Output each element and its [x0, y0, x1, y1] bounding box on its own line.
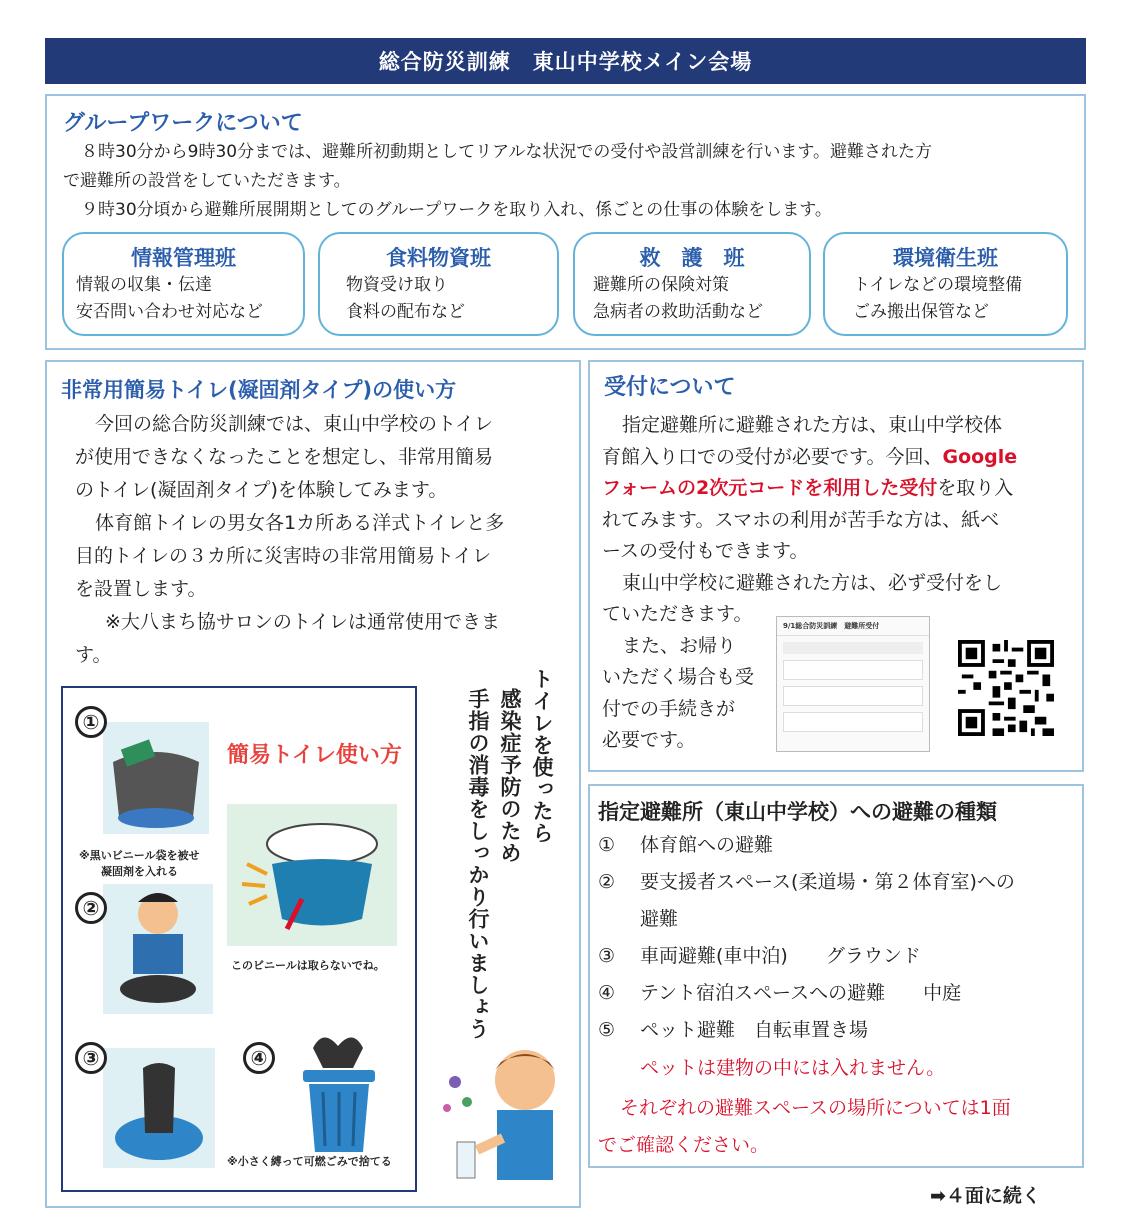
team-duty: ごみ搬出保管など	[853, 302, 989, 322]
team-card-info	[62, 232, 305, 336]
team-duty: 避難所の保険対策	[593, 275, 729, 295]
team-name: 情報管理班	[131, 246, 236, 270]
illustration-title: 簡易トイレ使い方	[227, 743, 402, 768]
evac-pet-note: ペットは建物の中には入れません。	[640, 1057, 946, 1079]
continue-note: ➡４面に続く	[930, 1185, 1041, 1207]
team-duty: 情報の収集・伝達	[76, 275, 212, 295]
toilet-heading: 非常用簡易トイレ(凝固剤タイプ)の使い方	[61, 378, 457, 402]
banner-title: 総合防災訓練 東山中学校メイン会場	[378, 50, 753, 74]
evac-item-number: ⑤	[598, 1019, 616, 1041]
vertical-text-1: トイレを使ったら	[530, 668, 554, 844]
evac-item-number: ①	[598, 834, 616, 856]
evac-item	[598, 941, 921, 968]
reception-body: 指定避難所に避難された方は、東山中学校体 育館入り口での受付が必要です。今回、Google フォームの2次元コードを利用した受付を取り入 れてみます。スマホの利用が苦手な方は、紙ベ ースの受付もできます。 東山中学校に避難された方は、必ず受付をし ていただきます。 また、お帰り いただく場合も受 付での手続きが 必要です。	[602, 414, 1018, 751]
evac-item-text: 避難	[640, 908, 679, 930]
qr-code	[958, 640, 1054, 736]
step-4-caption: ※小さく縛って可燃ごみで捨てる	[227, 1155, 392, 1168]
evac-item-number: ③	[598, 945, 616, 967]
team-duty: トイレなどの環境整備	[853, 275, 1023, 295]
reception-heading: 受付について	[604, 375, 736, 400]
handwash-illustration	[437, 1022, 573, 1192]
evac-item-text: 体育館への避難	[640, 834, 774, 856]
evac-item-number: ②	[598, 871, 616, 893]
page-banner	[45, 38, 1086, 84]
vertical-text-2: 感染症予防のため	[498, 688, 522, 864]
step-2-caption: このビニールは取らないでね。	[231, 959, 385, 972]
toilet-body: 今回の総合防災訓練では、東山中学校のトイレ が使用できなくなったことを想定し、非常用簡易 のトイレ(凝固剤タイプ)を体験してみます。 体育館トイレの男女各1カ所ある洋式トイレと多 目的トイレの３カ所に災害時の非常用簡易トイレ を設置します。 ※大八まち協サロンのトイレは通常使用できま す。	[75, 413, 505, 666]
evac-item-text: テント宿泊スペースへの避難 中庭	[640, 982, 962, 1004]
group-work-para1: ８時30分から9時30分までは、避難所初動期としてリアルな状況での受付や設営訓練を行います。避難された方 で避難所の設営をしていただきます。 ９時30分頃から避難所展開期としてのグループワークを取り入れ、係ごとの仕事の体験をします。	[63, 142, 933, 220]
evac-item-text: 車両避難(車中泊) グラウンド	[640, 945, 921, 967]
step-1-badge: ①	[75, 706, 107, 738]
step-3-badge: ③	[75, 1042, 107, 1074]
team-name: 食料物資班	[386, 246, 491, 270]
team-name: 環境衛生班	[893, 246, 998, 270]
evac-item	[598, 830, 773, 857]
reception-section	[588, 360, 1084, 772]
evac-item	[598, 867, 1015, 894]
vertical-text-3: 手指の消毒をしっかり行いましょう	[466, 688, 490, 1040]
evac-location-note: それぞれの避難スペースの場所については1面 でご確認ください。	[598, 1097, 1011, 1156]
evac-heading: 指定避難所（東山中学校）への避難の種類	[598, 800, 997, 824]
team-duty: 安否問い合わせ対応など	[76, 302, 263, 322]
team-card-food	[318, 232, 559, 336]
evac-item-text: ペット避難 自転車置き場	[640, 1019, 869, 1041]
team-duty: 食料の配布など	[346, 302, 465, 322]
toilet-illustration	[61, 686, 417, 1192]
toilet-step1-image	[103, 722, 209, 834]
evac-item	[598, 978, 961, 1005]
team-duty: 物資受け取り	[346, 275, 448, 295]
group-work-heading: グループワークについて	[63, 111, 303, 136]
toilet-step3-image	[103, 1048, 215, 1168]
team-card-rescue	[573, 232, 811, 336]
step-4-badge: ④	[243, 1042, 275, 1074]
team-duty: 急病者の救助活動など	[593, 302, 763, 322]
evac-item	[598, 1015, 868, 1042]
team-name: 救 護 班	[639, 246, 745, 270]
step-2-badge: ②	[75, 892, 107, 924]
step-1-caption: ※黒いビニール袋を被せ 凝固剤を入れる	[79, 849, 200, 878]
trash-can-image	[283, 1028, 393, 1158]
toilet-seat-image	[227, 804, 397, 946]
evac-item	[598, 904, 678, 931]
toilet-step2-image	[103, 884, 213, 1014]
evac-item-text: 要支援者スペース(柔道場・第２体育室)への	[640, 871, 1015, 893]
toilet-section	[45, 360, 581, 1208]
team-card-environment	[823, 232, 1068, 336]
evac-item-number: ④	[598, 982, 616, 1004]
form-screenshot: 9/1総合防災訓練 避難所受付	[776, 616, 930, 752]
